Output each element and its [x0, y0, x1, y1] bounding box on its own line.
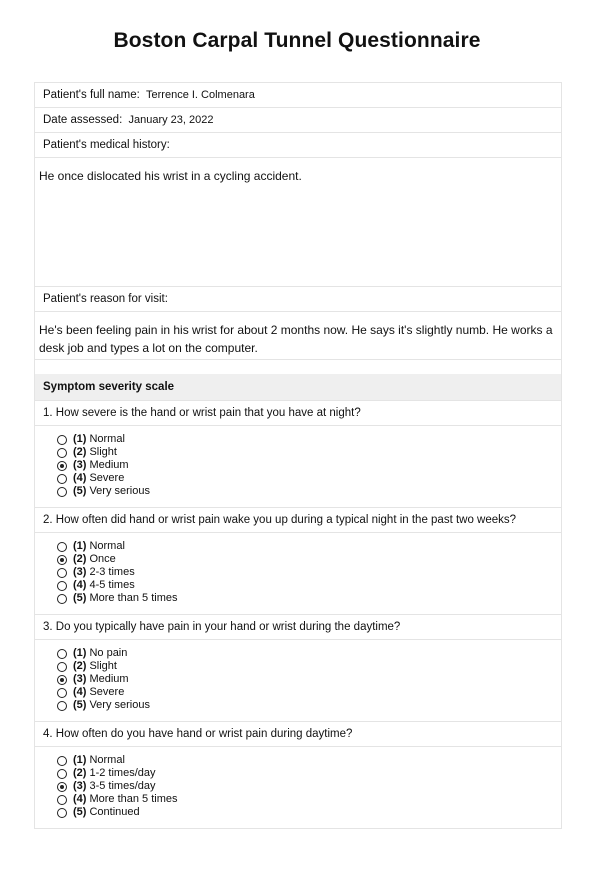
option-3-3[interactable]	[57, 673, 561, 686]
option-label: 4-5 times	[89, 579, 135, 591]
question-3: 3. Do you typically have pain in your hand or wrist during the daytime?	[35, 615, 561, 640]
option-label: More than 5 times	[89, 592, 178, 604]
radio-unchecked-icon[interactable]	[57, 688, 67, 698]
radio-unchecked-icon[interactable]	[57, 542, 67, 552]
option-3-4[interactable]	[57, 686, 561, 699]
reason-for-visit-label: Patient's reason for visit:	[43, 293, 168, 305]
option-label: 3-5 times/day	[89, 780, 156, 792]
option-label: Severe	[89, 686, 125, 698]
option-number: (2)	[73, 660, 87, 672]
questionnaire-form	[34, 82, 562, 829]
radio-unchecked-icon[interactable]	[57, 662, 67, 672]
option-1-4[interactable]	[57, 472, 561, 485]
option-label: Normal	[89, 433, 125, 445]
option-number: (2)	[73, 553, 87, 565]
option-label: Normal	[89, 754, 125, 766]
radio-unchecked-icon[interactable]	[57, 568, 67, 578]
option-4-2[interactable]	[57, 767, 561, 780]
option-number: (4)	[73, 686, 87, 698]
option-number: (2)	[73, 446, 87, 458]
option-label: Medium	[89, 459, 129, 471]
option-number: (3)	[73, 459, 87, 471]
date-assessed-row	[35, 108, 561, 133]
radio-unchecked-icon[interactable]	[57, 581, 67, 591]
question-2-options	[35, 533, 561, 615]
option-label: Severe	[89, 472, 125, 484]
question-4: 4. How often do you have hand or wrist pain during daytime?	[35, 722, 561, 747]
medical-history-row	[35, 133, 561, 158]
radio-unchecked-icon[interactable]	[57, 448, 67, 458]
medical-history-label: Patient's medical history:	[43, 139, 170, 151]
option-number: (5)	[73, 699, 87, 711]
option-4-1[interactable]	[57, 754, 561, 767]
radio-checked-icon[interactable]	[57, 555, 67, 565]
radio-unchecked-icon[interactable]	[57, 756, 67, 766]
radio-checked-icon[interactable]	[57, 461, 67, 471]
option-3-5[interactable]	[57, 699, 561, 712]
reason-for-visit-row	[35, 287, 561, 312]
question-3-options	[35, 640, 561, 722]
date-assessed-field[interactable]: January 23, 2022	[128, 114, 214, 126]
radio-unchecked-icon[interactable]	[57, 795, 67, 805]
radio-unchecked-icon[interactable]	[57, 594, 67, 604]
questions-list	[35, 401, 561, 829]
radio-unchecked-icon[interactable]	[57, 487, 67, 497]
option-label: 1-2 times/day	[89, 767, 156, 779]
radio-unchecked-icon[interactable]	[57, 435, 67, 445]
option-2-5[interactable]	[57, 592, 561, 605]
option-2-3[interactable]	[57, 566, 561, 579]
option-label: 2-3 times	[89, 566, 135, 578]
option-3-1[interactable]	[57, 647, 561, 660]
option-number: (4)	[73, 793, 87, 805]
radio-checked-icon[interactable]	[57, 675, 67, 685]
option-number: (4)	[73, 579, 87, 591]
option-1-2[interactable]	[57, 446, 561, 459]
question-1-options	[35, 426, 561, 508]
page-title: Boston Carpal Tunnel Questionnaire	[113, 29, 481, 52]
radio-unchecked-icon[interactable]	[57, 808, 67, 818]
question-4-options	[35, 747, 561, 829]
option-label: Normal	[89, 540, 125, 552]
option-3-2[interactable]	[57, 660, 561, 673]
patient-name-row	[35, 83, 561, 108]
section-header: Symptom severity scale	[35, 374, 561, 401]
option-label: Medium	[89, 673, 129, 685]
option-number: (3)	[73, 566, 87, 578]
medical-history-field[interactable]: He once dislocated his wrist in a cycling accident.	[35, 158, 561, 287]
option-number: (5)	[73, 592, 87, 604]
option-number: (5)	[73, 485, 87, 497]
option-number: (2)	[73, 767, 87, 779]
option-1-1[interactable]	[57, 433, 561, 446]
option-1-5[interactable]	[57, 485, 561, 498]
option-number: (1)	[73, 433, 87, 445]
option-number: (1)	[73, 540, 87, 552]
section-spacer	[35, 360, 561, 374]
radio-unchecked-icon[interactable]	[57, 701, 67, 711]
option-label: No pain	[89, 647, 128, 659]
option-label: Slight	[89, 446, 117, 458]
option-4-3[interactable]	[57, 780, 561, 793]
radio-unchecked-icon[interactable]	[57, 769, 67, 779]
option-number: (1)	[73, 754, 87, 766]
radio-checked-icon[interactable]	[57, 782, 67, 792]
option-label: Very serious	[89, 699, 150, 711]
option-4-5[interactable]	[57, 806, 561, 819]
option-number: (4)	[73, 472, 87, 484]
option-number: (3)	[73, 780, 87, 792]
option-number: (1)	[73, 647, 87, 659]
radio-unchecked-icon[interactable]	[57, 474, 67, 484]
option-2-1[interactable]	[57, 540, 561, 553]
question-1: 1. How severe is the hand or wrist pain that you have at night?	[35, 401, 561, 426]
patient-name-field[interactable]: Terrence I. Colmenara	[146, 89, 255, 101]
patient-name-label: Patient's full name:	[43, 89, 140, 101]
reason-for-visit-field[interactable]: He's been feeling pain in his wrist for about 2 months now. He says it's slightly numb. He works a desk job and types a lot on the computer.	[35, 312, 561, 360]
option-2-2[interactable]	[57, 553, 561, 566]
option-1-3[interactable]	[57, 459, 561, 472]
option-number: (5)	[73, 806, 87, 818]
option-label: Once	[89, 553, 116, 565]
question-2: 2. How often did hand or wrist pain wake you up during a typical night in the past two weeks?	[35, 508, 561, 533]
option-label: Very serious	[89, 485, 150, 497]
radio-unchecked-icon[interactable]	[57, 649, 67, 659]
option-4-4[interactable]	[57, 793, 561, 806]
date-assessed-label: Date assessed:	[43, 114, 123, 126]
option-label: Continued	[89, 806, 140, 818]
option-2-4[interactable]	[57, 579, 561, 592]
option-label: More than 5 times	[89, 793, 178, 805]
option-number: (3)	[73, 673, 87, 685]
option-label: Slight	[89, 660, 117, 672]
